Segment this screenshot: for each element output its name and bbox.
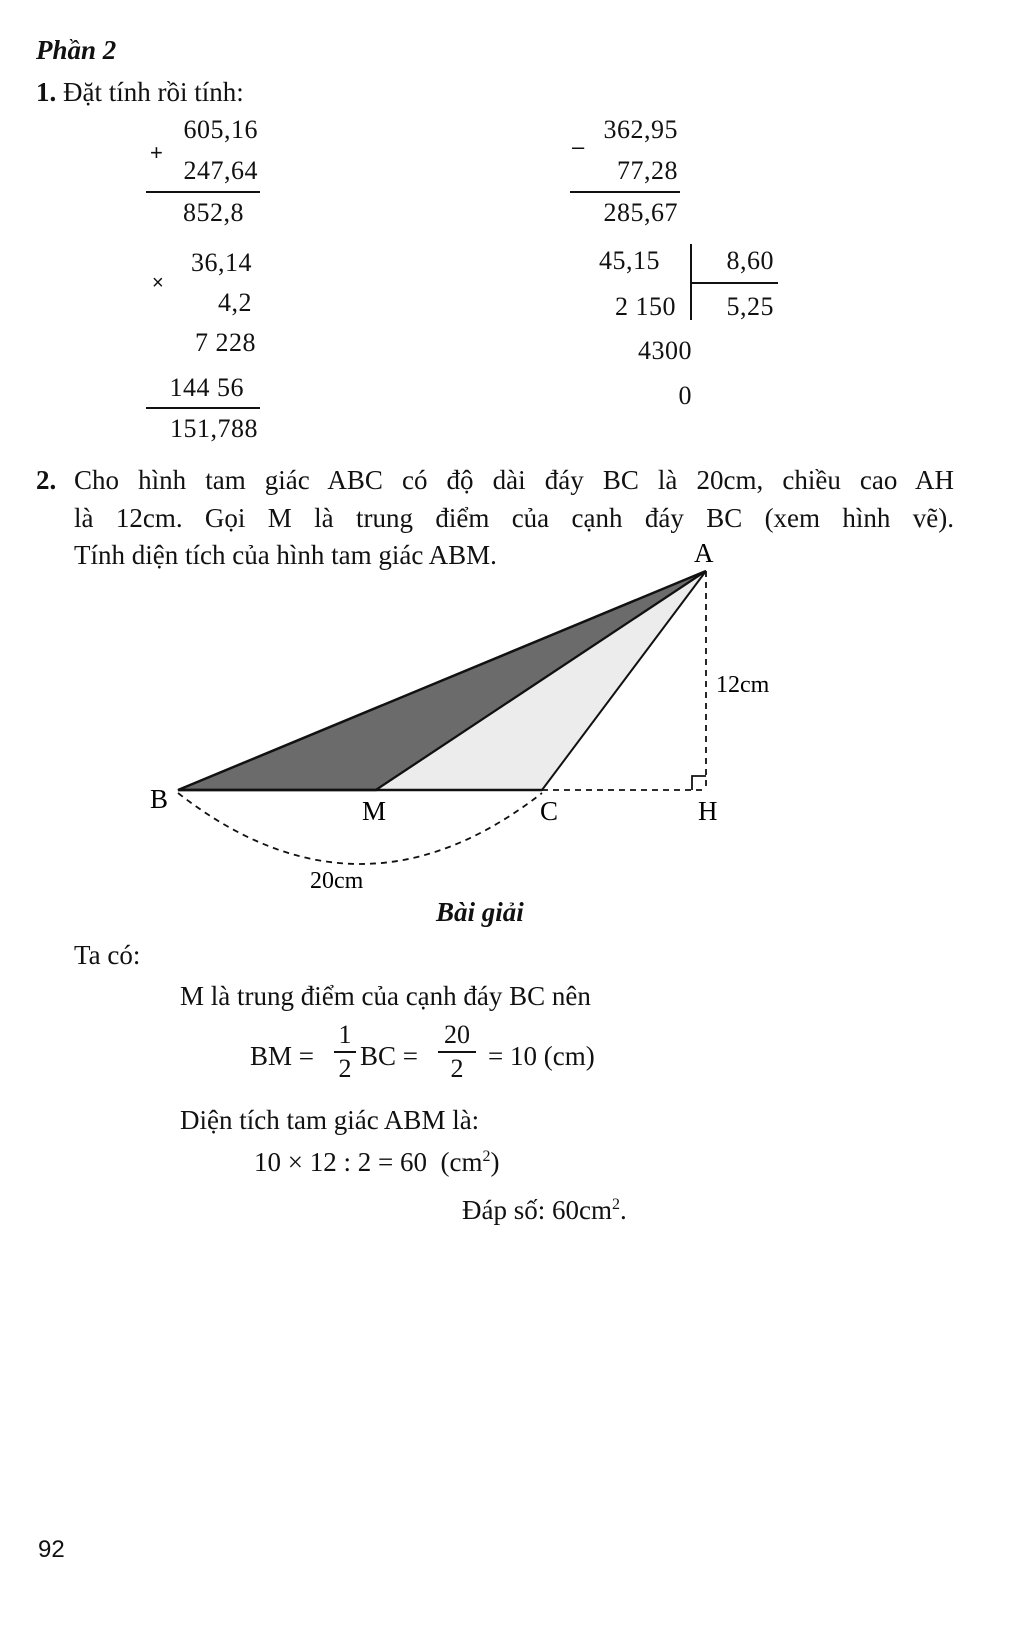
label-a: A [694, 538, 714, 568]
dividend: 45,15 [599, 246, 660, 275]
exercise-2-number: 2. [36, 465, 57, 495]
bm-lhs: BM = [250, 1041, 314, 1071]
division-step-1: 2 150 [615, 292, 676, 321]
times-sign: × [152, 272, 165, 294]
area-unit-exponent: 2 [482, 1148, 491, 1165]
remainder: 0 [678, 381, 692, 410]
page-number: 92 [38, 1536, 65, 1563]
triangle-amc-light [376, 571, 706, 790]
area-title: Diện tích tam giác ABM là: [180, 1105, 480, 1135]
subtraction-result: 285,67 [603, 198, 678, 227]
minus-sign: – [572, 134, 585, 159]
answer-text: Đáp số: 60cm [462, 1195, 612, 1225]
solution-title: Bài giải [436, 897, 524, 927]
exercise-2-line-2: là 12cm. Gọi M là trung điểm của cạnh đáy BC (xem hình vẽ). [74, 503, 954, 533]
partial-product-1: 7 228 [195, 328, 256, 357]
answer-period: . [619, 1195, 627, 1225]
area-unit-close: ) [490, 1147, 500, 1177]
fraction-one-half [334, 1020, 356, 1084]
fraction-2-denominator: 2 [450, 1054, 464, 1083]
subtrahend: 77,28 [617, 156, 678, 185]
area-calculation [254, 1146, 499, 1178]
quotient: 5,25 [726, 292, 774, 321]
solution-line-1: M là trung điểm của cạnh đáy BC nên [180, 981, 591, 1011]
bm-result: = 10 (cm) [488, 1041, 595, 1071]
fraction-1-numerator: 1 [338, 1020, 352, 1049]
multiplicand: 36,14 [191, 248, 252, 277]
fraction-2-numerator: 20 [444, 1020, 470, 1049]
base-dimension-arc [178, 793, 542, 864]
fraction-twenty-halves [438, 1020, 476, 1084]
exercise-2-line-3: Tính diện tích của hình tam giác ABM. [74, 540, 497, 570]
height-label: 12cm [716, 672, 770, 698]
exercise-1-number: 1. [36, 77, 57, 107]
multiplication-result: 151,788 [170, 414, 258, 443]
bc-equals: BC = [360, 1041, 418, 1071]
label-h: H [698, 796, 718, 826]
right-angle-mark [692, 776, 706, 790]
fraction-1-bar [334, 1051, 356, 1053]
answer-exponent: 2 [611, 1196, 620, 1213]
multiplier: 4,2 [218, 288, 252, 317]
solution-intro: Ta có: [74, 940, 141, 970]
final-answer [462, 1194, 627, 1226]
exercise-1-prompt: Đặt tính rồi tính: [63, 77, 244, 107]
addition-result: 852,8 [183, 198, 244, 227]
section-title: Phần 2 [36, 35, 117, 65]
area-unit-base: (cm [440, 1147, 483, 1177]
addend-1: 605,16 [183, 115, 258, 144]
divisor: 8,60 [726, 246, 774, 275]
addend-2: 247,64 [183, 156, 258, 185]
base-length-label: 20cm [310, 868, 364, 894]
fraction-1-denominator: 2 [338, 1054, 352, 1083]
area-calc-expression: 10 × 12 : 2 = 60 [254, 1147, 427, 1177]
label-m: M [362, 796, 387, 826]
label-c: C [540, 796, 559, 826]
label-b: B [150, 784, 169, 814]
fraction-2-bar [438, 1051, 476, 1053]
minuend: 362,95 [603, 115, 678, 144]
division-step-2: 4300 [638, 336, 692, 365]
plus-sign: + [150, 140, 164, 165]
partial-product-2: 144 56 [169, 373, 244, 402]
exercise-2-line-1: Cho hình tam giác ABC có độ dài đáy BC là 20cm, chiều cao AH [74, 465, 954, 495]
